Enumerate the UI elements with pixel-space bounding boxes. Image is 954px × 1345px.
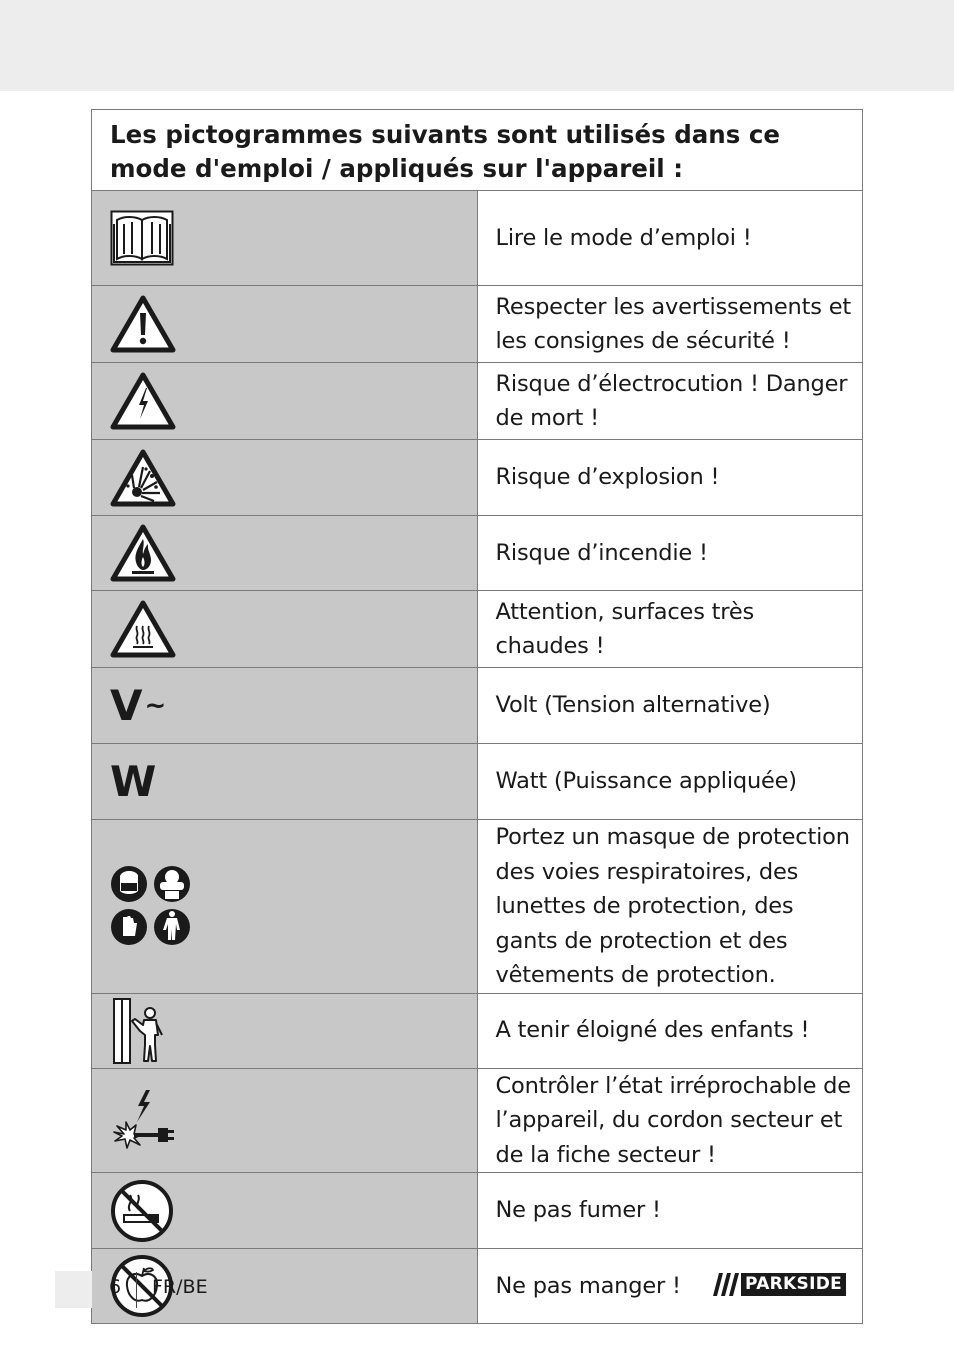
damaged-cord-icon [110,1088,176,1152]
pictogram-table [91,109,863,1324]
row-text: A tenir éloigné des enfants ! [477,993,863,1068]
page-number: 6 [109,1276,122,1298]
table-row [92,668,863,744]
row-text: Risque d’électrocution ! Danger de mort ! [477,363,863,440]
brand-name: PARKSIDE [741,1273,846,1296]
warning-exclamation-icon [110,295,176,353]
top-margin-band [0,0,954,91]
logo-stripes-icon [713,1273,741,1296]
row-text: Ne pas fumer ! [477,1173,863,1249]
parkside-logo [713,1273,846,1296]
electric-shock-icon [110,372,176,430]
row-text: Contrôler l’état irréprochable de l’appareil, du cordon secteur et de la fiche secteur ! [477,1068,863,1173]
table-row [92,440,863,516]
table-row [92,1173,863,1249]
row-text: Portez un masque de protection des voies respiratoires, des lunettes de protection, des gants de protection et des vêtements de protection. [477,820,863,994]
fire-icon [110,524,176,582]
table-row [92,820,863,994]
language-code: FR/BE [152,1276,208,1298]
table-title: Les pictogrammes suivants sont utilisés dans ce mode d'emploi / appliqués sur l'appareil : [92,110,863,191]
row-text: Watt (Puissance appliquée) [477,744,863,820]
row-text: Lire le mode d’emploi ! [477,191,863,286]
hot-surface-icon [110,600,176,658]
no-smoking-icon [110,1179,174,1243]
table-row [92,1068,863,1173]
table-header-row [92,110,863,191]
row-text: Volt (Tension alternative) [477,668,863,744]
row-text: Risque d’explosion ! [477,440,863,516]
table-row [92,363,863,440]
ppe-icon [110,863,194,949]
table-row [92,744,863,820]
table-row [92,286,863,363]
row-text: Attention, surfaces très chaudes ! [477,591,863,668]
ac-tilde-symbol: ~ [144,690,167,721]
footer-divider [136,1272,137,1308]
table-row [92,591,863,668]
row-text: Ne pas manger ! [477,1249,863,1324]
watt-icon [92,756,477,806]
row-text: Risque d’incendie ! [477,516,863,591]
row-text: Respecter les avertissements et les consignes de sécurité ! [477,286,863,363]
footer-tab-box [55,1271,92,1308]
explosion-icon [110,449,176,507]
table-row [92,516,863,591]
watt-symbol: W [110,756,157,806]
table-row [92,993,863,1068]
table-row [92,191,863,286]
book-icon [110,210,174,266]
keep-away-children-icon [110,997,168,1065]
volt-symbol: V [110,680,143,730]
volt-ac-icon [92,680,477,730]
